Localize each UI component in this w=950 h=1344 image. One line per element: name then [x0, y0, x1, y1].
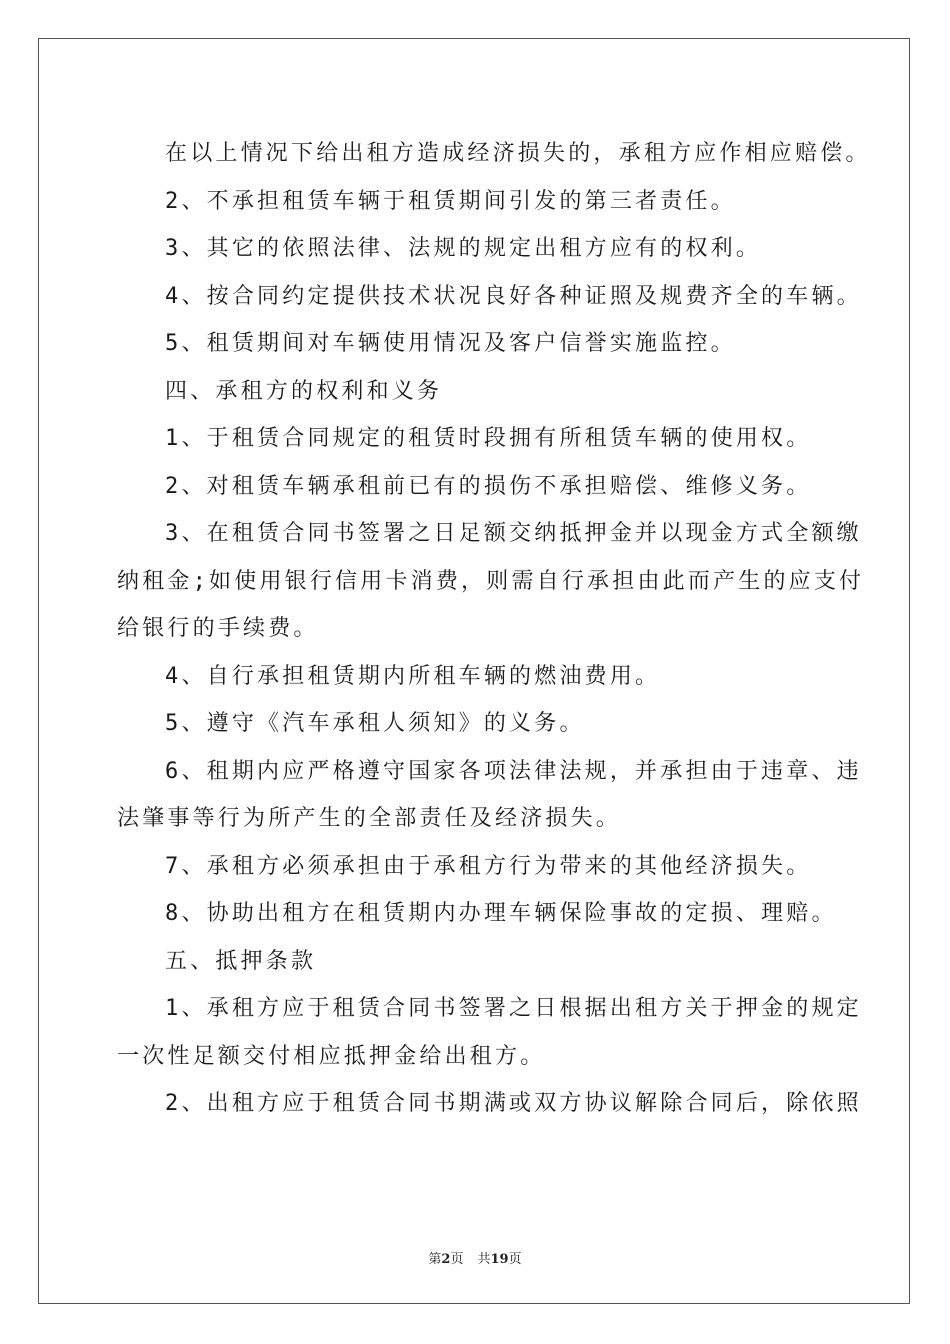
- total-prefix: 共: [477, 1252, 491, 1267]
- paragraph-line: 4、按合同约定提供技术状况良好各种证照及规费齐全的车辆。: [165, 283, 862, 309]
- paragraph-line: 五、抵押条款: [165, 948, 317, 974]
- page-current: 2: [441, 1252, 451, 1267]
- paragraph-line: 2、不承担租赁车辆于租赁期间引发的第三者责任。: [165, 188, 736, 214]
- paragraph-line: 3、在租赁合同书签署之日足额交纳抵押金并以现金方式全额缴: [165, 521, 862, 546]
- page-total: 19: [490, 1252, 509, 1267]
- paragraph-line: 4、自行承担租赁期内所租车辆的燃油费用。: [165, 663, 661, 689]
- paragraph-line: 四、承租方的权利和义务: [165, 378, 443, 404]
- paragraph-line: 在以上情况下给出租方造成经济损失的，承租方应作相应赔偿。: [165, 141, 871, 166]
- page-footer: [0, 1248, 950, 1267]
- total-suffix: 页: [508, 1252, 522, 1267]
- paragraph-line: 2、出租方应于租赁合同书期满或双方协议解除合同后，除依照: [165, 1091, 862, 1116]
- page-prefix: 第: [428, 1252, 442, 1267]
- paragraph-line: 纳租金;如使用银行信用卡消费，则需自行承担由此而产生的应支付: [117, 568, 865, 594]
- paragraph-line: 8、协助出租方在租赁期内办理车辆保险事故的定损、理赔。: [165, 901, 837, 926]
- paragraph-line: 法肇事等行为所产生的全部责任及经济损失。: [117, 806, 622, 831]
- paragraph-line: 2、对租赁车辆承租前已有的损伤不承担赔偿、维修义务。: [165, 473, 812, 499]
- paragraph-line: 7、承租方必须承担由于承租方行为带来的其他经济损失。: [165, 853, 812, 879]
- paragraph-line: 给银行的手续费。: [117, 616, 319, 641]
- paragraph-line: 5、遵守《汽车承租人须知》的义务。: [165, 711, 585, 736]
- paragraph-line: 1、承租方应于租赁合同书签署之日根据出租方关于押金的规定: [165, 996, 862, 1021]
- paragraph-line: 5、租赁期间对车辆使用情况及客户信誉实施监控。: [165, 331, 736, 356]
- paragraph-line: 3、其它的依照法律、法规的规定出租方应有的权利。: [165, 236, 762, 261]
- paragraph-line: 一次性足额交付相应抵押金给出租方。: [117, 1043, 546, 1069]
- page-suffix: 页: [450, 1252, 464, 1267]
- paragraph-line: 6、租期内应严格遵守国家各项法律法规，并承担由于违章、违: [165, 758, 862, 784]
- paragraph-line: 1、于租赁合同规定的租赁时段拥有所租赁车辆的使用权。: [165, 426, 812, 451]
- document-body: [117, 130, 871, 1128]
